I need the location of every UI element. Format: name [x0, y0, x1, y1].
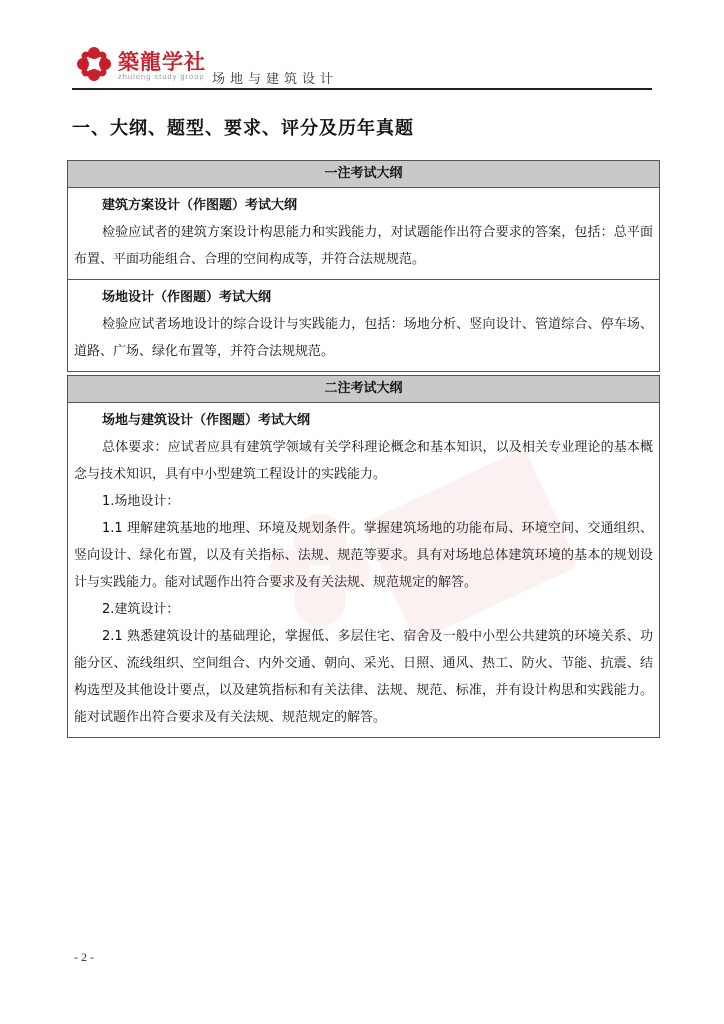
outline-block — [68, 403, 659, 737]
block-paragraph: 2.建筑设计： — [102, 602, 180, 617]
page-number: - 2 - — [74, 950, 94, 964]
header-subject: 场地与建筑设计 — [212, 72, 339, 87]
block-paragraph: 检验应试者场地设计的综合设计与实践能力，包括：场地分析、竖向设计、管道综合、停车场、道路、广场、绿化布置等，并符合法规规范。 — [74, 317, 653, 359]
section-title: 一、大纲、题型、要求、评分及历年真题 — [72, 118, 414, 139]
first-registration-outline-table — [67, 160, 660, 372]
block-paragraph: 1.1 理解建筑基地的地理、环境及规划条件。掌握建筑场地的功能布局、环境空间、交通组织、竖向设计、绿化布置，以及有关指标、法规、规范等要求。具有对场地总体建筑环境的基本的规划设计与实践能力。能对试题作出符合要求及有关法规、规范规定的解答。 — [74, 521, 653, 590]
outline-block — [68, 188, 659, 279]
block-paragraph: 总体要求：应试者应具有建筑学领域有关学科理论概念和基本知识，以及相关专业理论的基本概念与技术知识，具有中小型建筑工程设计的实践能力。 — [74, 440, 653, 482]
block-paragraph: 2.1 熟悉建筑设计的基础理论，掌握低、多层住宅、宿舍及一般中小型公共建筑的环境关系、功能分区、流线组织、空间组合、内外交通、朝向、采光、日照、通风、热工、防火、节能、抗震、结构选型及其他设计要点，以及建筑指标和有关法律、法规、规范、标准，并有设计构思和实践能力。能对试题作出符合要求及有关法规、规范规定的解答。 — [74, 629, 653, 725]
second-registration-outline-table — [67, 375, 660, 738]
page-header — [72, 38, 652, 90]
brand-tagline: zhulong study group — [118, 72, 205, 81]
block-paragraph: 检验应试者的建筑方案设计构思能力和实践能力，对试题能作出符合要求的答案，包括：总平面布置、平面功能组合、合理的空间构成等，并符合法规规范。 — [74, 225, 653, 267]
table-header: 二注考试大纲 — [68, 376, 659, 403]
block-heading: 建筑方案设计（作图题）考试大纲 — [102, 198, 298, 213]
brand-name: 築龍学社 — [118, 49, 206, 74]
table-header: 一注考试大纲 — [68, 161, 659, 188]
block-paragraph: 1.场地设计： — [102, 494, 180, 509]
block-heading: 场地与建筑设计（作图题）考试大纲 — [102, 413, 311, 428]
block-heading: 场地设计（作图题）考试大纲 — [102, 290, 272, 305]
zhulong-flower-logo-icon — [76, 46, 112, 82]
header-rule — [72, 88, 652, 90]
outline-block — [68, 279, 659, 371]
